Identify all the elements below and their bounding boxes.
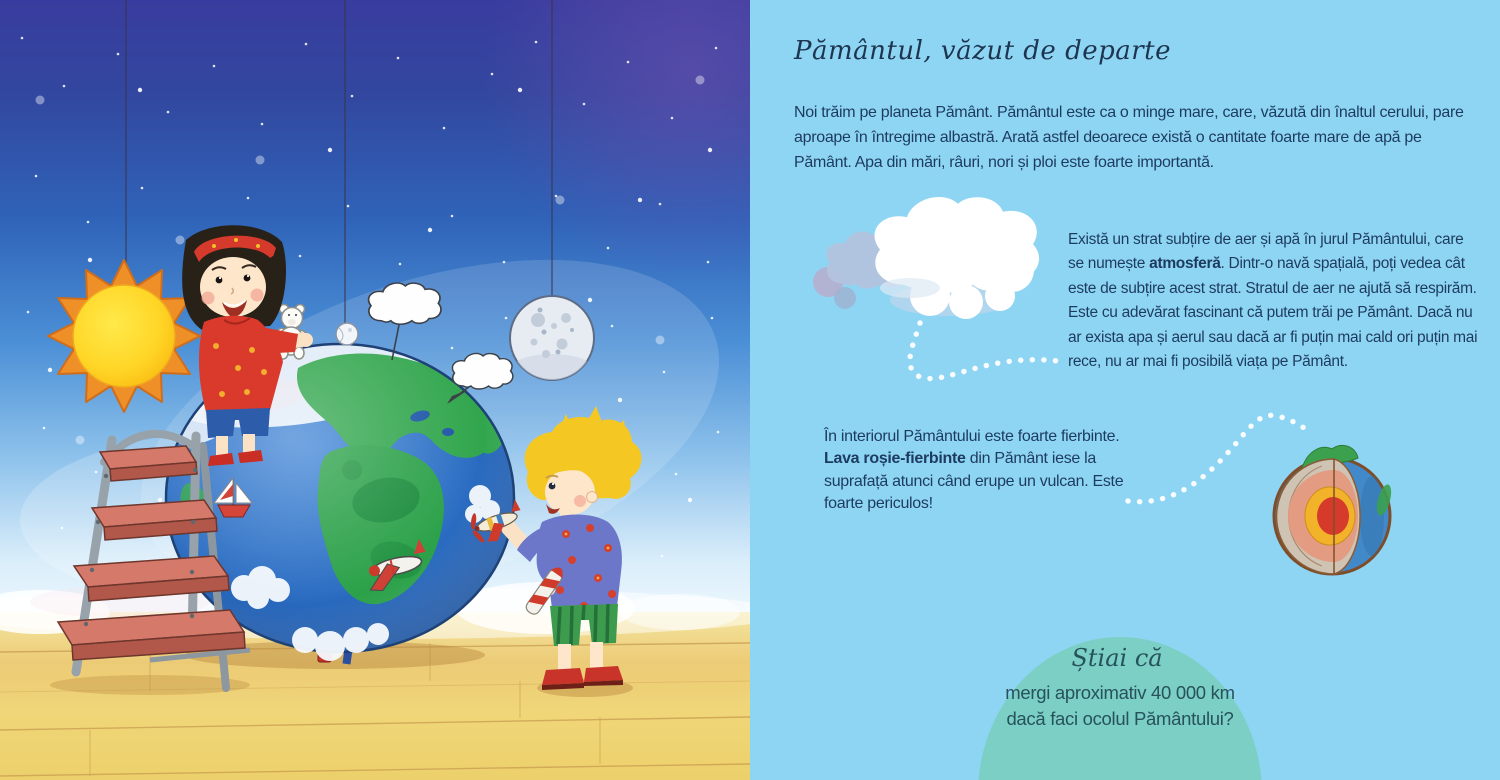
moon [510, 296, 594, 382]
atmosphere-text-after: . Dintr-o navă spațială, poți vedea cât este de subțire acest strat. Stratul de aer ne ajută să respirăm. Este cu adevărat fascinant că putem trăi pe Pământ. Dacă nu ar exista apa și aerul sau dacă ar fi puțin mai cald ori puțin mai rece, nu ar mai fi posibilă viața pe Pământ. [1068, 255, 1478, 371]
fact-bubble-body: mergi aproximativ 40 000 km dacă faci ocolul Pământului? [1005, 682, 1235, 729]
ladder-shadow [50, 675, 250, 695]
interior-text-after: din Pământ iese la suprafață atunci când erupe un vulcan. Este foarte periculos! [824, 450, 1124, 513]
girl-hand [299, 333, 313, 347]
earth-cross-section-illustration [1274, 445, 1394, 574]
interior-paragraph [824, 426, 1146, 516]
interior-text-before: În interiorul Pământului este foarte fierbinte. [824, 428, 1120, 445]
interior-bold-term: Lava roșie-fierbinte [824, 450, 966, 468]
page-title: Pământul, văzut de departe [794, 36, 1172, 66]
hanging-ball [336, 323, 358, 345]
boy-sandals [542, 668, 584, 685]
atmosphere-bold-term: atmosferă [1149, 255, 1221, 273]
watercolor-cloud-illustration [813, 197, 1039, 319]
atmosphere-paragraph [1068, 228, 1480, 376]
fact-bubble-heading: Știai că [1071, 644, 1163, 672]
atmosphere-text-before: Există un strat subțire de aer și apă în jurul Pământului, care se numește [1068, 230, 1464, 273]
text-page [750, 0, 1500, 780]
intro-paragraph: Noi trăim pe planeta Pământ. Pământul este ca o minge mare, care, văzută din înaltul cerului, pare aproape în întregime albastră. Arată astfel deoarece există o cantitate foarte mare de apă pe Pământ. Apa din mări, râuri, nori și ploi este foarte importantă. [794, 104, 1464, 171]
dotted-trail-cloud [910, 323, 1058, 379]
